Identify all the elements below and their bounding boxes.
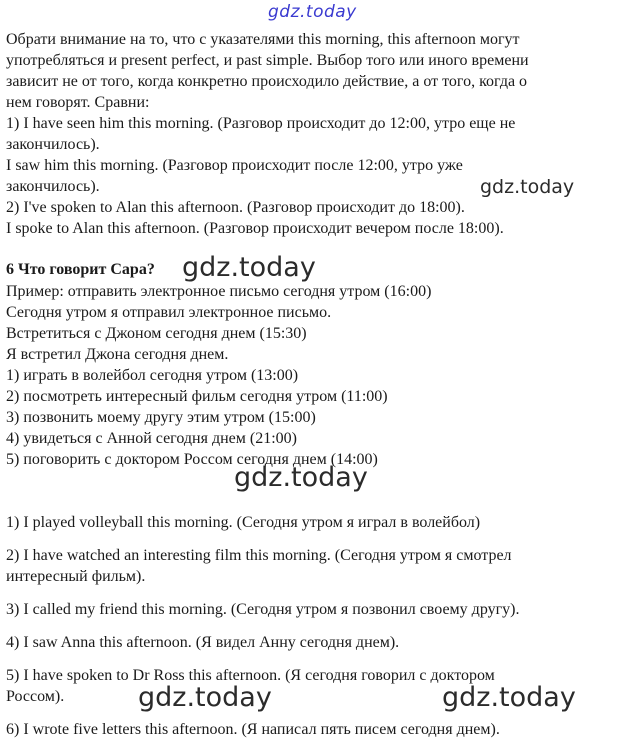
intro-line-5: 1) I have seen him this morning. (Разговор происходит до 12:00, утро еще не [6, 115, 516, 132]
exercise-heading: 6 Что говорит Сара? [6, 261, 155, 278]
exercise-line: Я встретил Джона сегодня днем. [6, 346, 229, 363]
exercise-line: 4) увидеться с Анной сегодня днем (21:00) [6, 430, 297, 447]
exercise-line: Пример: отправить электронное письмо сегодня утром (16:00) [6, 283, 432, 300]
intro-line-6: закончилось). [6, 136, 100, 153]
watermark-top: gdz.today [268, 2, 357, 22]
watermark-heading: gdz.today [182, 252, 316, 283]
watermark-bottom-right: gdz.today [442, 682, 576, 713]
intro-line-8: закончилось). [6, 178, 100, 195]
answer-line: 4) I saw Anna this afternoon. (Я видел Анну сегодня днем). [6, 634, 400, 651]
answer-line: 3) I called my friend this morning. (Сегодня утром я позвонил своему другу). [6, 601, 520, 618]
intro-line-4: нем говорят. Сравни: [6, 94, 150, 111]
watermark-bottom-left: gdz.today [138, 682, 272, 713]
answer-line: 5) I have spoken to Dr Ross this afternoon. (Я сегодня говорил с доктором [6, 667, 495, 684]
answer-line: интересный фильм). [6, 568, 146, 585]
answer-line: 2) I have watched an interesting film this morning. (Сегодня утром я смотрел [6, 547, 512, 564]
exercise-line: 3) позвонить моему другу этим утром (15:00) [6, 409, 316, 426]
answer-line: 6) I wrote five letters this afternoon. (Я написал пять писем сегодня днем). [6, 721, 500, 738]
watermark-right: gdz.today [480, 176, 575, 198]
intro-line-3: зависит не от того, когда конкретно происходило действие, а от того, когда о [6, 73, 528, 90]
exercise-line: Сегодня утром я отправил электронное письмо. [6, 304, 332, 321]
intro-line-9: 2) I've spoken to Alan this afternoon. (Разговор происходит до 18:00). [6, 199, 465, 216]
exercise-line: 2) посмотреть интересный фильм сегодня утром (11:00) [6, 388, 388, 405]
answer-line: 1) I played volleyball this morning. (Сегодня утром я играл в волейбол) [6, 514, 481, 531]
answer-line: Россом). [6, 688, 65, 705]
watermark-middle: gdz.today [234, 462, 368, 493]
intro-line-10: I spoke to Alan this afternoon. (Разговор происходит вечером после 18:00). [6, 220, 504, 237]
intro-line-7: I saw him this morning. (Разговор происходит после 12:00, утро уже [6, 157, 463, 174]
intro-line-1: Обрати внимание на то, что с указателями this morning, this afternoon могут [6, 31, 520, 48]
exercise-line: 1) играть в волейбол сегодня утром (13:00) [6, 367, 299, 384]
exercise-line: Встретиться с Джоном сегодня днем (15:30) [6, 325, 307, 342]
exercise-line: 5) поговорить с доктором Россом сегодня днем (14:00) [6, 451, 378, 468]
intro-line-2: употребляться и present perfect, и past simple. Выбор того или иного времени [6, 52, 529, 69]
